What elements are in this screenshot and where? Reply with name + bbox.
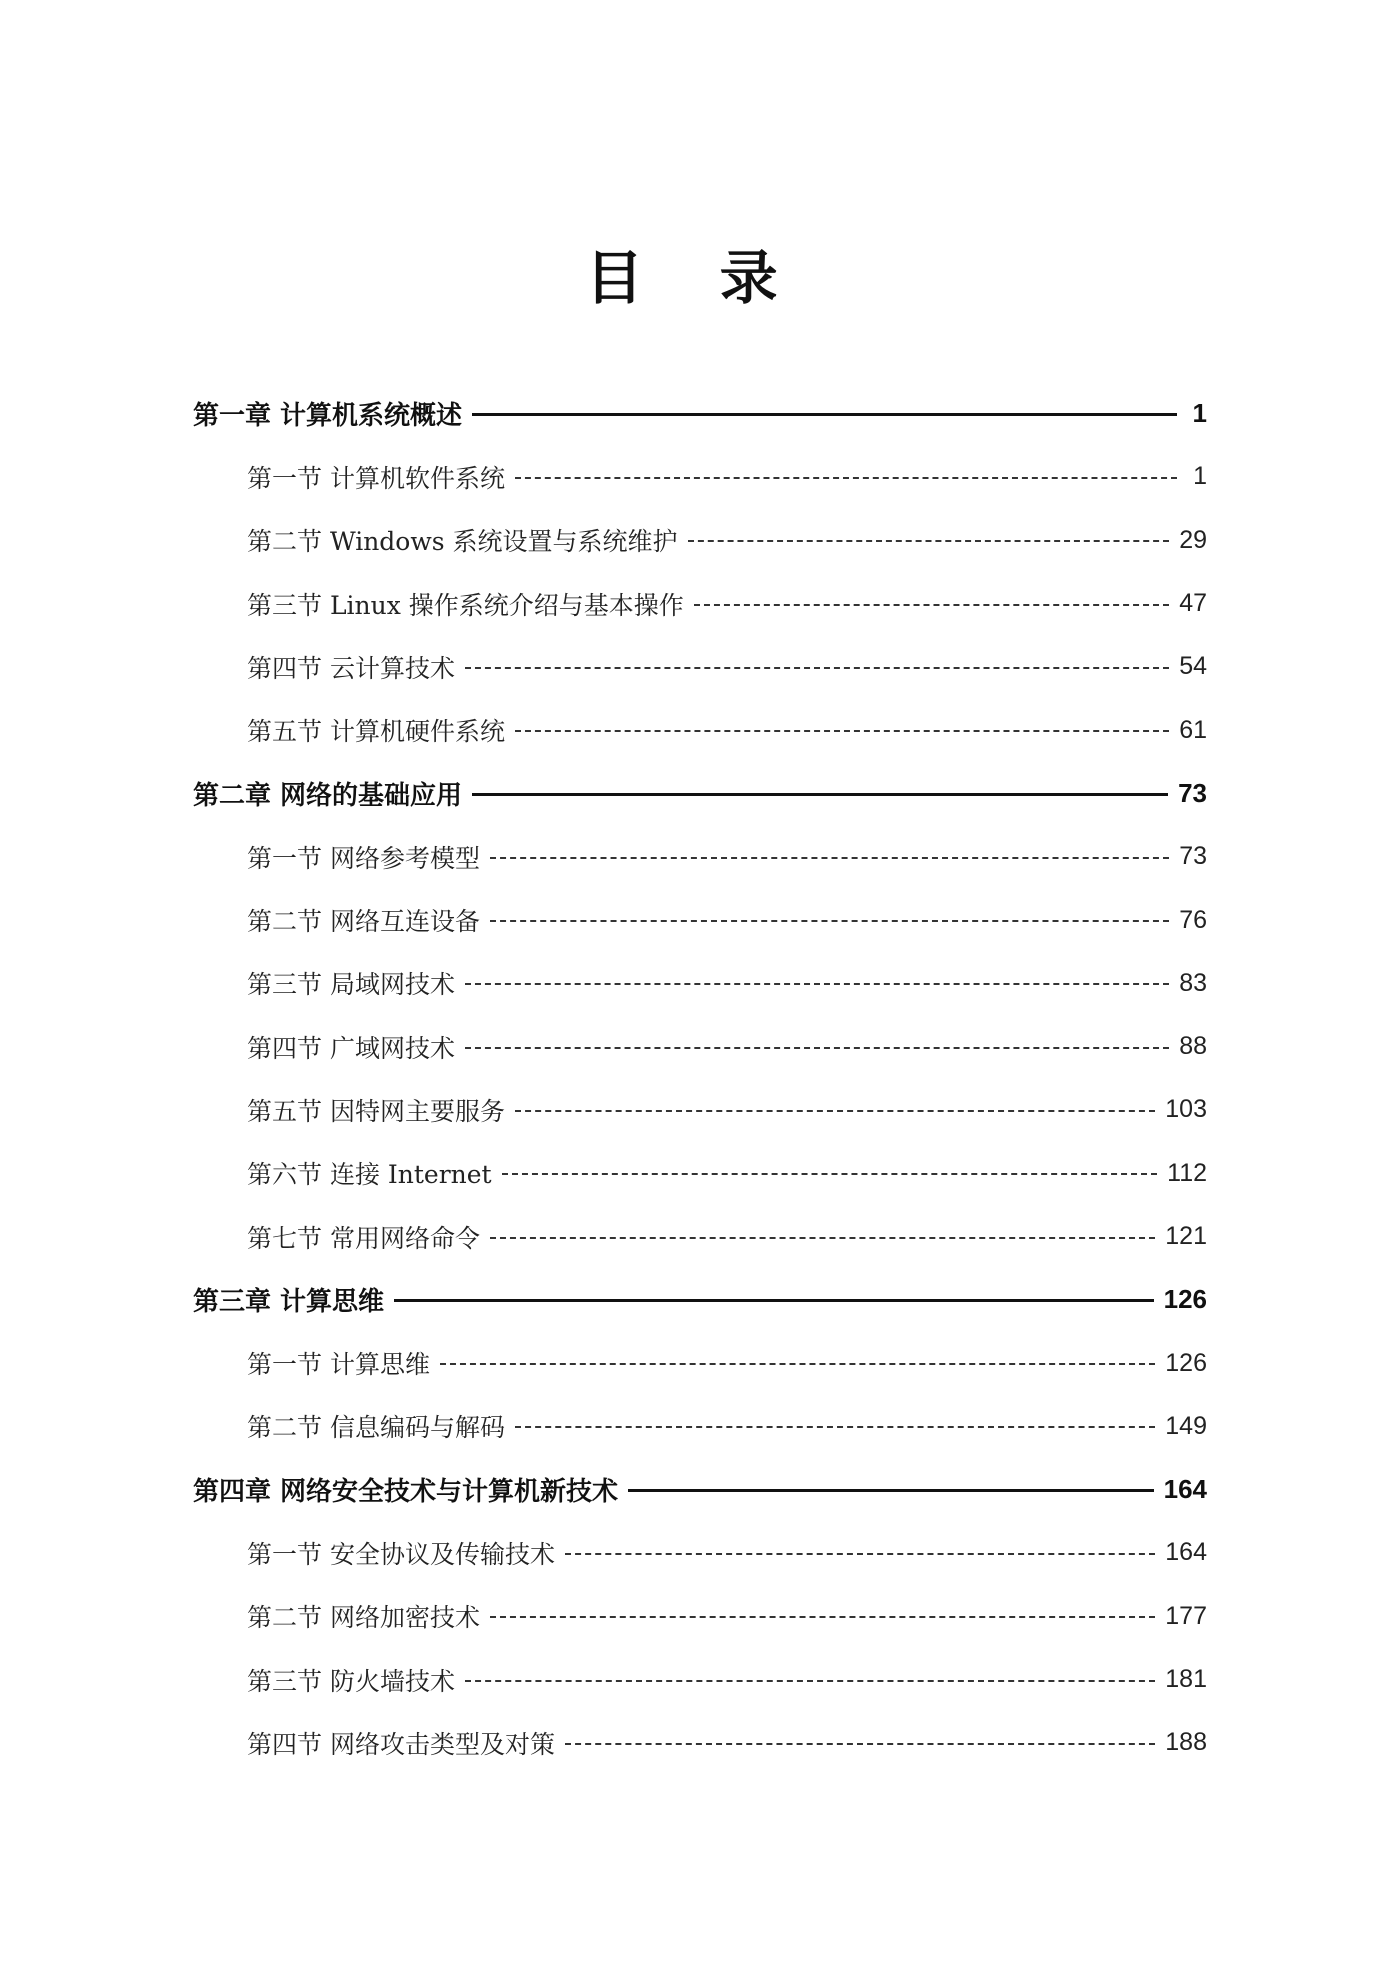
toc-section-entry[interactable] (193, 1078, 1207, 1141)
toc-chapter-entry[interactable] (193, 1268, 1207, 1331)
toc-section-entry[interactable] (193, 1648, 1207, 1711)
toc-entry-label: 第二节 Windows 系统设置与系统维护 (247, 527, 678, 557)
toc-entry-label: 第一节 安全协议及传输技术 (247, 1539, 555, 1569)
toc-dot-leader (490, 920, 1169, 922)
toc-dot-leader (465, 1680, 1155, 1682)
toc-entry-label: 第一节 计算机软件系统 (247, 463, 505, 493)
toc-dot-leader (490, 857, 1169, 859)
toc-page-number: 181 (1165, 1665, 1207, 1694)
toc-section-entry[interactable] (193, 888, 1207, 951)
toc-dot-leader (565, 1553, 1155, 1555)
toc-section-entry[interactable] (193, 445, 1207, 508)
toc-dot-leader (515, 1426, 1155, 1428)
toc-section-entry[interactable] (193, 635, 1207, 698)
toc-dot-leader (490, 1237, 1155, 1239)
toc-section-entry[interactable] (193, 698, 1207, 761)
toc-page-number: 188 (1165, 1728, 1207, 1757)
toc-dot-leader (465, 667, 1169, 669)
toc-page-number: 164 (1165, 1538, 1207, 1567)
toc-entry-label: 第一节 网络参考模型 (247, 843, 480, 873)
toc-page-number: 76 (1179, 905, 1207, 934)
toc-entry-label: 第三章 计算思维 (193, 1287, 385, 1318)
toc-chapter-entry[interactable] (193, 382, 1207, 445)
toc-page-number: 47 (1179, 589, 1207, 618)
toc-entry-label: 第二节 网络加密技术 (247, 1603, 480, 1633)
toc-dot-leader (472, 413, 1177, 416)
toc-dot-leader (472, 793, 1168, 796)
toc-page-number: 88 (1179, 1032, 1207, 1061)
toc-dot-leader (515, 477, 1177, 479)
toc-entry-label: 第六节 连接 Internet (247, 1160, 492, 1190)
toc-page-number: 1 (1192, 398, 1207, 429)
toc-dot-leader (502, 1173, 1158, 1175)
toc-page-number: 61 (1179, 715, 1207, 744)
toc-entry-label: 第二节 信息编码与解码 (247, 1413, 505, 1443)
toc-dot-leader (465, 983, 1169, 985)
page-title: 目 录 (585, 243, 806, 312)
toc-dot-leader (465, 1047, 1169, 1049)
toc-section-entry[interactable] (193, 1205, 1207, 1268)
toc-page-number: 54 (1179, 652, 1207, 681)
toc-page-number: 121 (1165, 1222, 1207, 1250)
toc-dot-leader (565, 1743, 1155, 1745)
toc-page-number: 73 (1178, 777, 1207, 808)
toc-section-entry[interactable] (193, 825, 1207, 888)
toc-entry-label: 第四节 云计算技术 (247, 653, 455, 683)
toc-entry-label: 第三节 局域网技术 (247, 970, 455, 1000)
toc-entry-label: 第一节 计算思维 (247, 1350, 430, 1380)
toc-entry-label: 第二节 网络互连设备 (247, 907, 480, 937)
toc-section-entry[interactable] (193, 1142, 1207, 1205)
toc-page-number: 1 (1193, 462, 1207, 491)
toc-chapter-entry[interactable] (193, 1458, 1207, 1521)
toc-section-entry[interactable] (193, 1585, 1207, 1648)
toc-entry-label: 第三节 防火墙技术 (247, 1666, 455, 1696)
toc-entry-label: 第七节 常用网络命令 (247, 1223, 480, 1253)
toc-dot-leader (394, 1299, 1154, 1302)
toc-dot-leader (688, 540, 1170, 542)
toc-entry-label: 第二章 网络的基础应用 (193, 780, 463, 811)
toc-section-entry[interactable] (193, 1331, 1207, 1394)
toc-dot-leader (515, 1110, 1155, 1112)
toc-dot-leader (440, 1363, 1155, 1365)
toc-section-entry[interactable] (193, 572, 1207, 635)
toc-page-number: 29 (1179, 525, 1207, 554)
toc-entry-label: 第三节 Linux 操作系统介绍与基本操作 (247, 590, 684, 620)
toc-dot-leader (490, 1616, 1155, 1618)
toc-entry-label: 第五节 因特网主要服务 (247, 1096, 505, 1126)
toc-entry-label: 第四节 广域网技术 (247, 1033, 455, 1063)
toc-dot-leader (694, 604, 1169, 606)
toc-section-entry[interactable] (193, 1015, 1207, 1078)
toc-page-number: 73 (1179, 842, 1207, 871)
toc-chapter-entry[interactable] (193, 762, 1207, 825)
toc-page-number: 164 (1163, 1474, 1207, 1505)
toc-dot-leader (515, 730, 1169, 732)
toc-section-entry[interactable] (193, 1395, 1207, 1458)
toc-page-number: 103 (1165, 1095, 1207, 1124)
toc-section-entry[interactable] (193, 1711, 1207, 1774)
toc-section-entry[interactable] (193, 1521, 1207, 1584)
toc-page-number: 126 (1163, 1284, 1207, 1315)
toc-entry-label: 第四节 网络攻击类型及对策 (247, 1729, 555, 1759)
toc-entry-label: 第四章 网络安全技术与计算机新技术 (193, 1477, 619, 1508)
toc-dot-leader (628, 1489, 1154, 1492)
table-of-contents (193, 382, 1207, 1775)
toc-page-number: 126 (1165, 1348, 1207, 1377)
toc-section-entry[interactable] (193, 952, 1207, 1015)
toc-page-number: 149 (1165, 1411, 1207, 1440)
toc-page-number: 83 (1179, 968, 1207, 997)
toc-page-number: 177 (1165, 1601, 1207, 1630)
toc-entry-label: 第五节 计算机硬件系统 (247, 717, 505, 747)
toc-entry-label: 第一章 计算机系统概述 (193, 401, 463, 432)
toc-section-entry[interactable] (193, 509, 1207, 572)
toc-page-number: 112 (1167, 1158, 1207, 1187)
